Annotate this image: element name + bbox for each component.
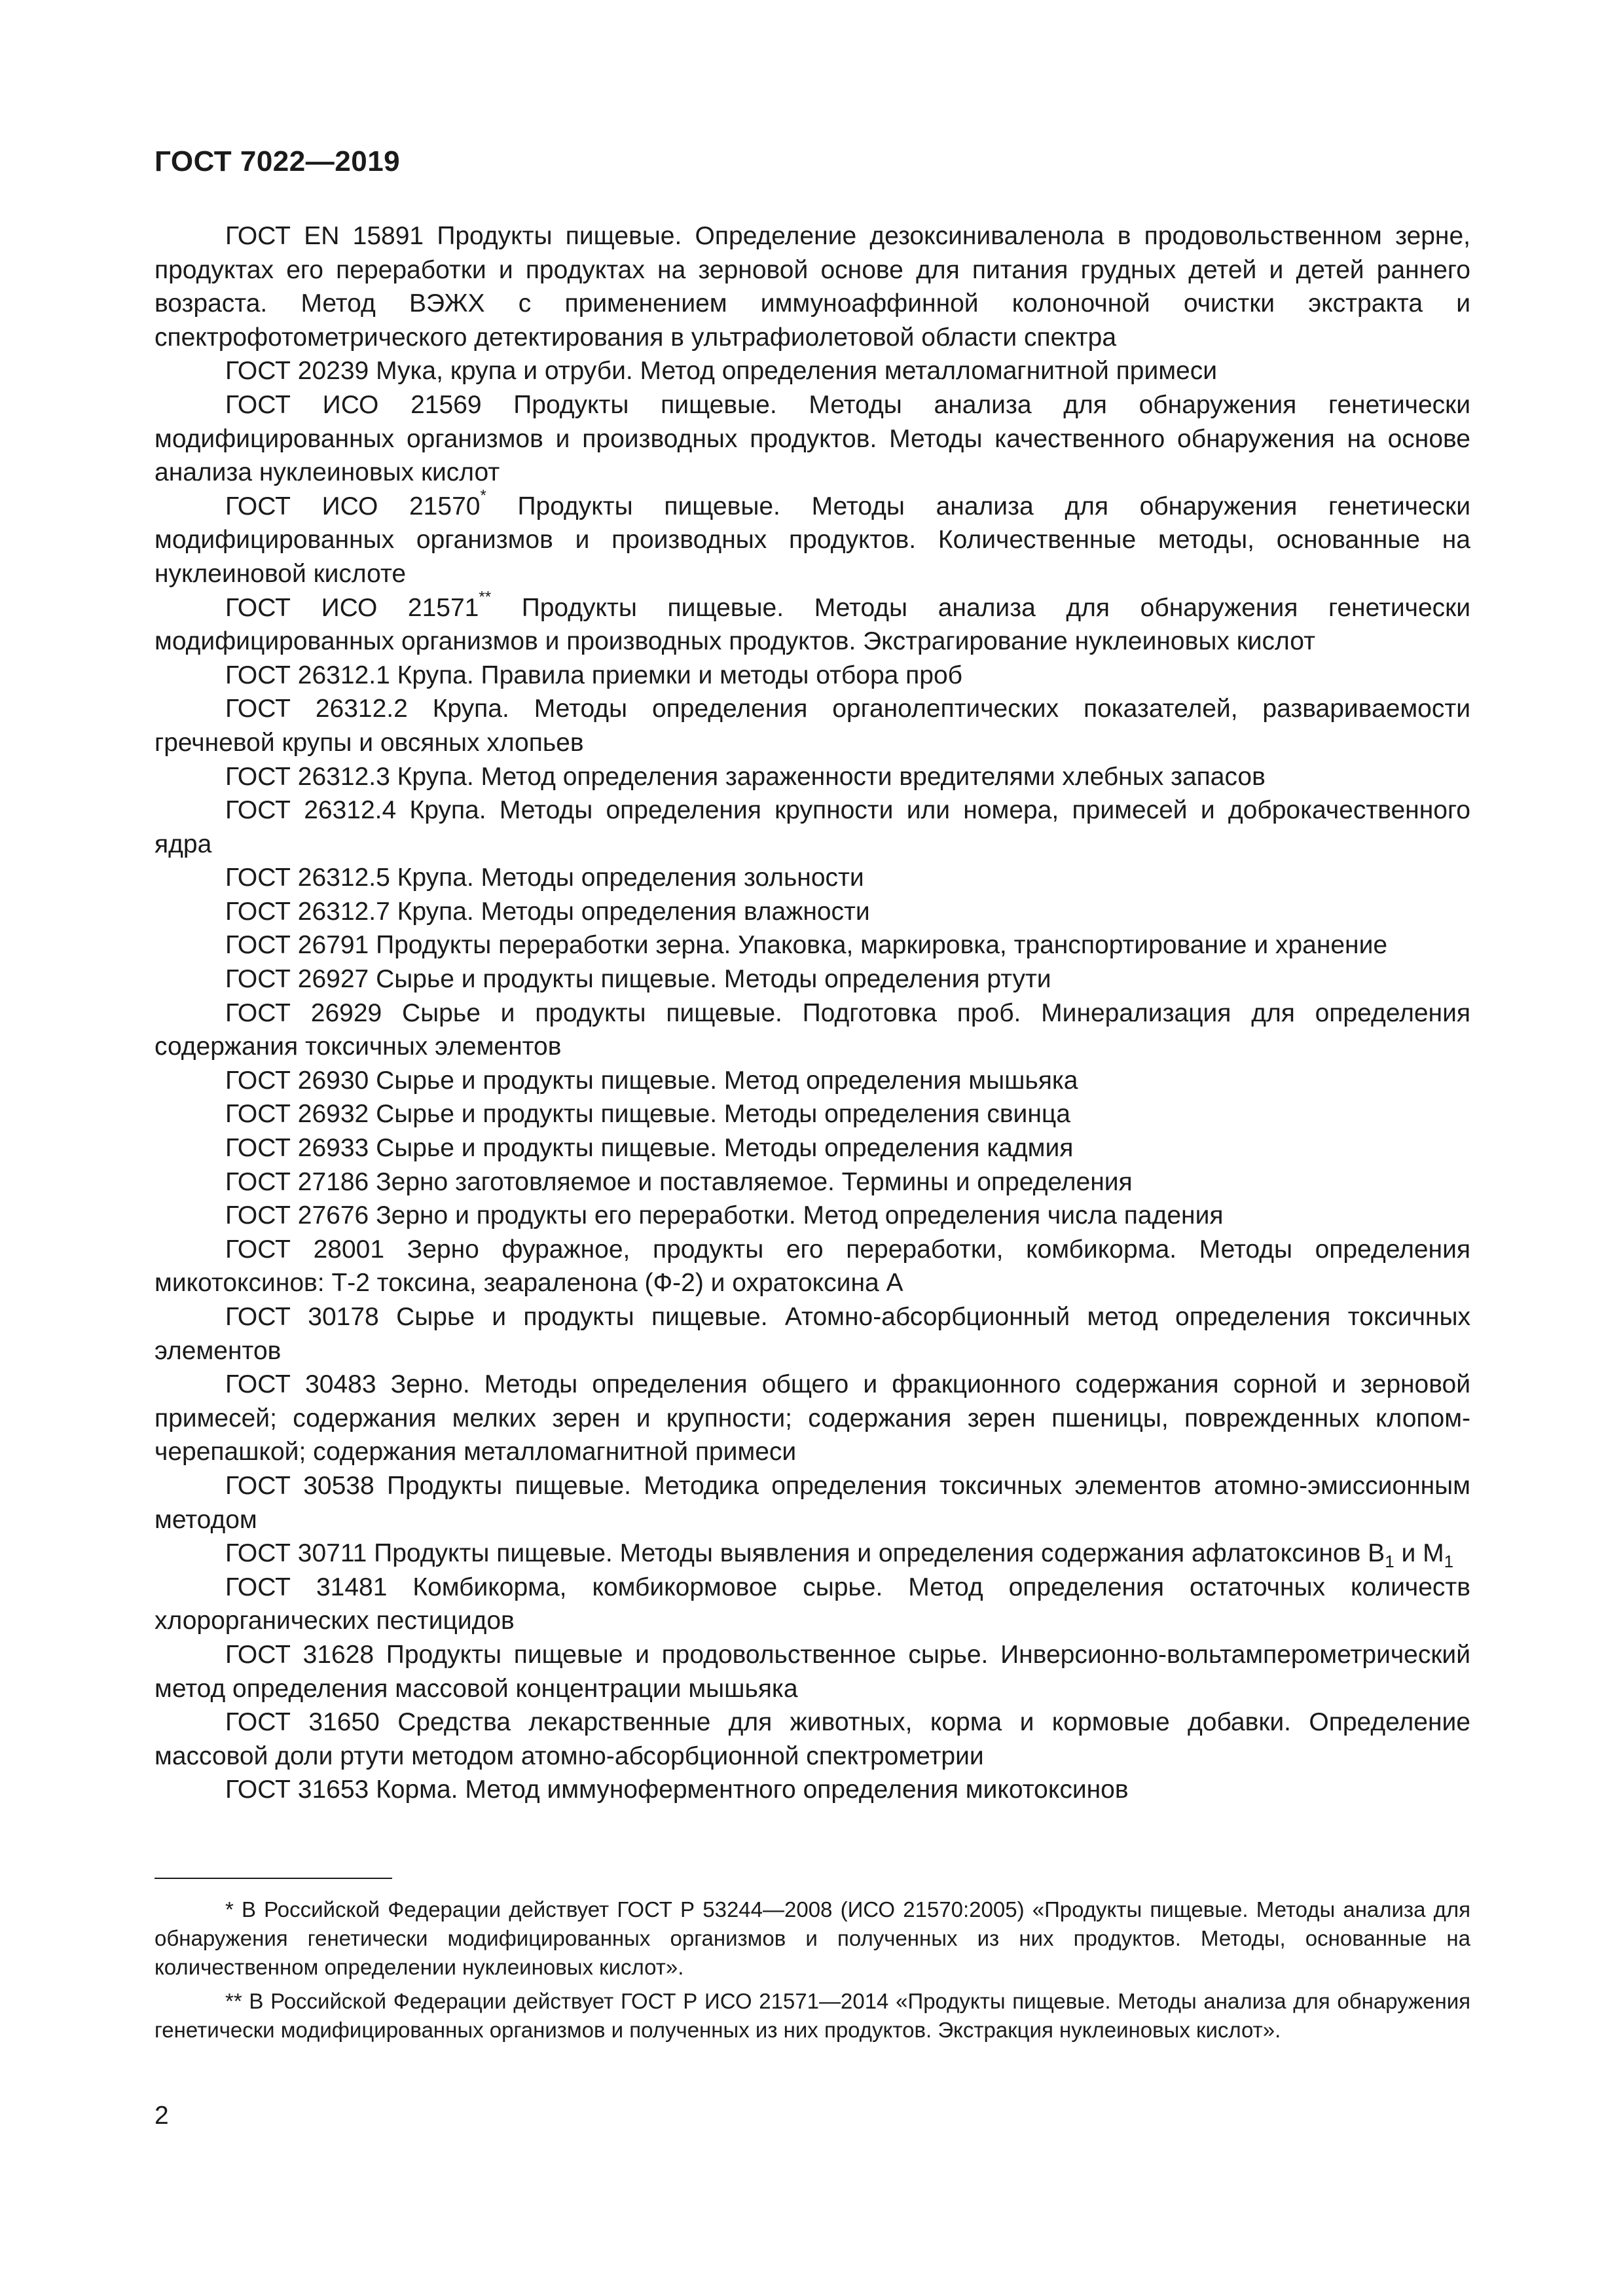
reference-code: ГОСТ ИСО 21571	[225, 593, 479, 622]
reference-item: ГОСТ 26929 Сырье и продукты пищевые. Подготовка проб. Минерализация для определения содержания токсичных элементов	[155, 998, 1470, 1061]
footnote-mark: *	[480, 486, 486, 505]
reference-item: ГОСТ 31481 Комбикорма, комбикормовое сырье. Метод определения остаточных количеств хлорорганических пестицидов	[155, 1573, 1470, 1635]
reference-item	[155, 486, 1470, 591]
reference-item: ГОСТ 31650 Средства лекарственные для животных, корма и кормовые добавки. Определение массовой доли ртути методом атомно-абсорбционной спектрометрии	[155, 1708, 1470, 1770]
reference-item	[155, 1537, 1470, 1571]
reference-item: ГОСТ 27186 Зерно заготовляемое и поставляемое. Термины и определения	[225, 1167, 1133, 1196]
reference-item: ГОСТ 20239 Мука, крупа и отруби. Метод определения металломагнитной примеси	[225, 357, 1218, 386]
reference-title: Продукты пищевые. Методы анализа для обнаружения генетически модифицированных организмов и производных продуктов. Экстрагирование нуклеиновых кислот	[155, 593, 1470, 656]
reference-item: ГОСТ 26312.2 Крупа. Методы определения органолептических показателей, развариваемости гречневой крупы и овсяных хлопьев	[155, 695, 1470, 757]
reference-item: ГОСТ 30538 Продукты пищевые. Методика определения токсичных элементов атомно-эмиссионным методом	[155, 1471, 1470, 1534]
reference-item: ГОСТ 26930 Сырье и продукты пищевые. Метод определения мышьяка	[225, 1066, 1078, 1095]
reference-item: ГОСТ 30178 Сырье и продукты пищевые. Атомно-абсорбционный метод определения токсичных элементов	[155, 1303, 1470, 1365]
footnote-mark: **	[479, 587, 492, 606]
reference-item	[155, 587, 1470, 659]
reference-item: ГОСТ 31628 Продукты пищевые и продовольственное сырье. Инверсионно-вольтамперометрический метод определения массовой концентрации мышьяка	[155, 1640, 1470, 1703]
normative-references-list	[155, 219, 1470, 1807]
footnotes	[155, 1895, 1470, 2050]
reference-item: ГОСТ 26312.1 Крупа. Правила приемки и методы отбора проб	[225, 661, 963, 689]
reference-item: ГОСТ EN 15891 Продукты пищевые. Определение дезоксиниваленола в продовольственном зерне, продуктах его переработки и продуктах на зерновой основе для питания грудных детей и детей раннего возраста. Метод ВЭЖХ с применением иммуноаффинной колоночной очистки экстракта и спектрофотометрического детектирования в ультрафиолетовой области спектра	[155, 222, 1470, 352]
reference-item: ГОСТ 27676 Зерно и продукты его переработки. Метод определения числа падения	[225, 1201, 1224, 1230]
page-number: 2	[155, 2102, 169, 2130]
document-header: ГОСТ 7022—2019	[155, 145, 401, 177]
reference-item: ГОСТ 26933 Сырье и продукты пищевые. Методы определения кадмия	[225, 1134, 1074, 1163]
reference-item: ГОСТ 26927 Сырье и продукты пищевые. Методы определения ртути	[225, 965, 1051, 994]
reference-item: ГОСТ 31653 Корма. Метод иммуноферментного определения микотоксинов	[225, 1776, 1129, 1804]
reference-text: и М	[1394, 1539, 1444, 1568]
subscript: 1	[1385, 1552, 1395, 1572]
reference-item: ГОСТ 26312.4 Крупа. Методы определения крупности или номера, примесей и доброкачественного ядра	[155, 796, 1470, 858]
reference-item: ГОСТ 26312.7 Крупа. Методы определения влажности	[225, 897, 870, 926]
reference-item: ГОСТ 26312.5 Крупа. Методы определения зольности	[225, 864, 864, 892]
reference-item: ГОСТ 26791 Продукты переработки зерна. Упаковка, маркировка, транспортирование и хранение	[225, 931, 1388, 960]
footnote-divider	[155, 1878, 392, 1879]
reference-code: ГОСТ ИСО 21570	[225, 492, 481, 520]
reference-item: ГОСТ 30483 Зерно. Методы определения общего и фракционного содержания сорной и зерновой примесей; содержания мелких зерен и крупности; содержания зерен пшеницы, поврежденных клопом-черепашкой; содержания металломагнитной примеси	[155, 1370, 1470, 1467]
reference-item: ГОСТ 26312.3 Крупа. Метод определения зараженности вредителями хлебных запасов	[225, 762, 1266, 791]
reference-item: ГОСТ 26932 Сырье и продукты пищевые. Методы определения свинца	[225, 1100, 1070, 1129]
subscript: 1	[1444, 1552, 1454, 1572]
reference-item: ГОСТ 28001 Зерно фуражное, продукты его переработки, комбикорма. Методы определения микотоксинов: Т-2 токсина, зеараленона (Ф-2) и охратоксина А	[155, 1235, 1470, 1298]
reference-item: ГОСТ ИСО 21569 Продукты пищевые. Методы анализа для обнаружения генетически модифицированных организмов и производных продуктов. Методы качественного обнаружения на основе анализа нуклеиновых кислот	[155, 390, 1470, 487]
reference-text: ГОСТ 30711 Продукты пищевые. Методы выявления и определения содержания афлатоксинов В	[225, 1539, 1385, 1568]
footnote: ** В Российской Федерации действует ГОСТ Р ИСО 21571—2014 «Продукты пищевые. Методы анализа для обнаружения генетически модифицированных организмов и полученных из них продуктов. Экстракция нуклеиновых кислот».	[155, 1989, 1470, 2042]
footnote: * В Российской Федерации действует ГОСТ Р 53244—2008 (ИСО 21570:2005) «Продукты пищевые. Методы анализа для обнаружения генетически модифицированных организмов и полученных из них продуктов. Методы, основанные на количественном определении нуклеиновых кислот».	[155, 1897, 1470, 1979]
reference-title: Продукты пищевые. Методы анализа для обнаружения генетически модифицированных организмов и производных продуктов. Количественные методы, основанные на нуклеиновой кислоте	[155, 492, 1470, 588]
